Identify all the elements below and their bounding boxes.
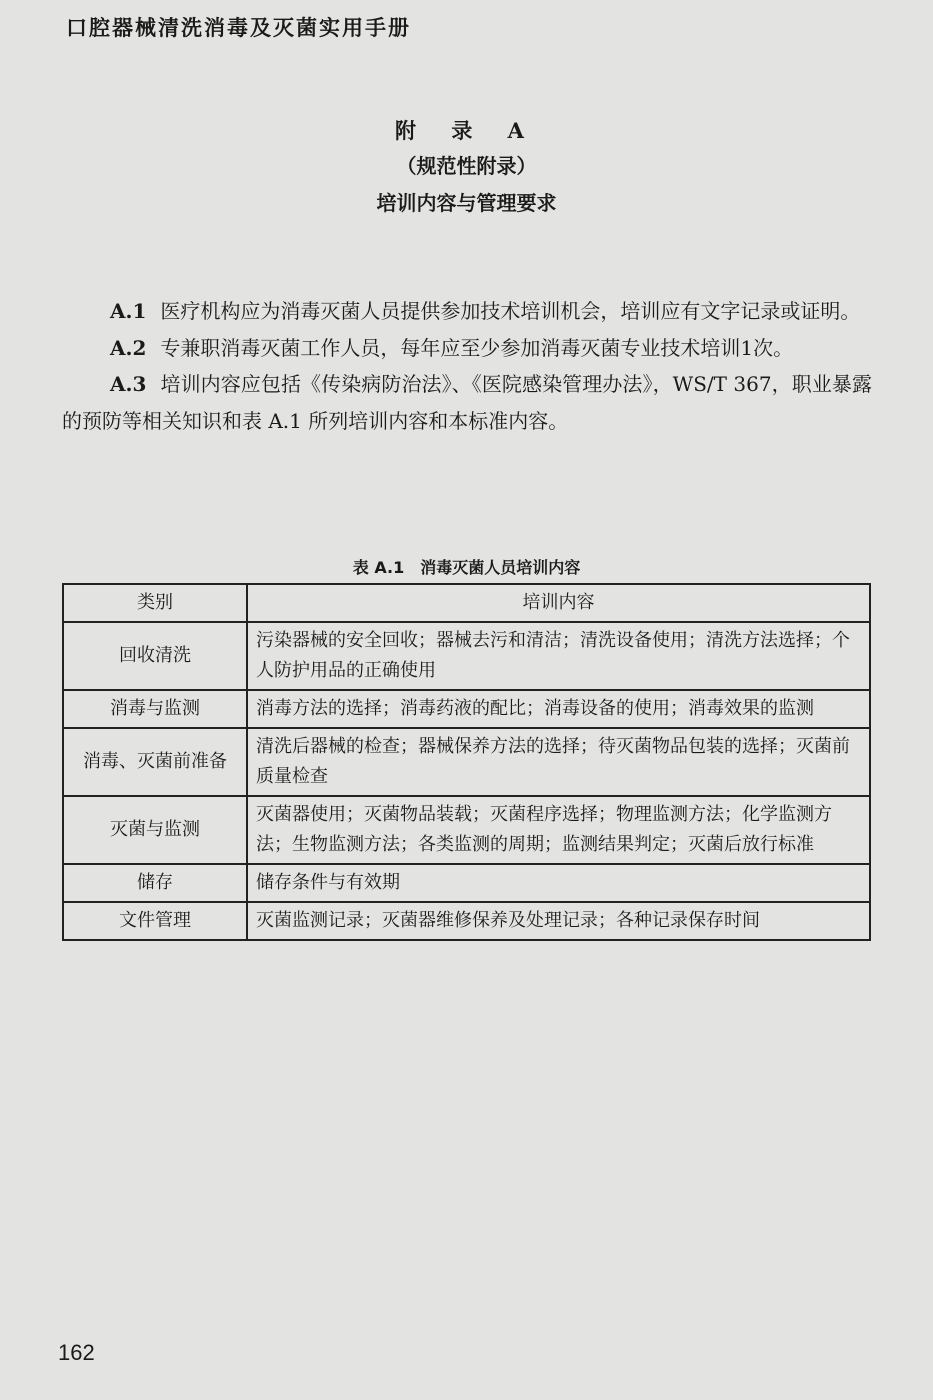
table-row	[63, 622, 870, 690]
content-cell: 灭菌器使用；灭菌物品装载；灭菌程序选择；物理监测方法；化学监测方法；生物监测方法；各类监测的周期；监测结果判定；灭菌后放行标准	[247, 796, 870, 864]
running-header: 口腔器械清洗消毒及灭菌实用手册	[66, 16, 411, 40]
table-row	[63, 796, 870, 864]
category-cell: 储存	[63, 864, 247, 902]
clause-number: A.2	[110, 335, 147, 360]
category-cell: 文件管理	[63, 902, 247, 940]
category-cell: 回收清洗	[63, 622, 247, 690]
content-cell: 污染器械的安全回收；器械去污和清洁；清洗设备使用；清洗方法选择；个人防护用品的正确使用	[247, 622, 870, 690]
training-table	[62, 583, 871, 941]
table-row	[63, 902, 870, 940]
paragraph-a2	[62, 330, 872, 367]
table-header-row	[63, 584, 870, 622]
paragraph-a3	[62, 366, 872, 439]
content-cell: 储存条件与有效期	[247, 864, 870, 902]
category-cell: 灭菌与监测	[63, 796, 247, 864]
clause-number: A.3	[110, 372, 147, 396]
content-cell: 灭菌监测记录；灭菌器维修保养及处理记录；各种记录保存时间	[247, 902, 870, 940]
table-row	[63, 690, 870, 728]
clause-number: A.1	[110, 299, 147, 323]
paragraph-a1	[62, 293, 872, 330]
clause-text: 培训内容应包括《传染病防治法》、《医院感染管理办法》，WS/T 367，职业暴露的预防等相关知识和表 A.1 所列培训内容和本标准内容。	[62, 372, 872, 433]
content-cell: 清洗后器械的检查；器械保养方法的选择；待灭菌物品包装的选择；灭菌前质量检查	[247, 728, 870, 796]
table-row	[63, 864, 870, 902]
header-category: 类别	[63, 584, 247, 622]
category-cell: 消毒与监测	[63, 690, 247, 728]
page-number: 162	[58, 1340, 95, 1365]
appendix-subtitle: （规范性附录）	[396, 154, 537, 178]
appendix-heading: 培训内容与管理要求	[376, 191, 557, 215]
clause-text: 专兼职消毒灭菌工作人员，每年应至少参加消毒灭菌专业技术培训1次。	[160, 335, 794, 360]
body-text	[62, 293, 872, 439]
clause-text: 医疗机构应为消毒灭菌人员提供参加技术培训机会，培训应有文字记录或证明。	[160, 299, 861, 323]
category-cell: 消毒、灭菌前准备	[63, 728, 247, 796]
appendix-title: 附 录 A	[395, 118, 538, 143]
header-content: 培训内容	[247, 584, 870, 622]
content-cell: 消毒方法的选择；消毒药液的配比；消毒设备的使用；消毒效果的监测	[247, 690, 870, 728]
table-row	[63, 728, 870, 796]
table-caption: 表 A.1 消毒灭菌人员培训内容	[352, 558, 581, 577]
